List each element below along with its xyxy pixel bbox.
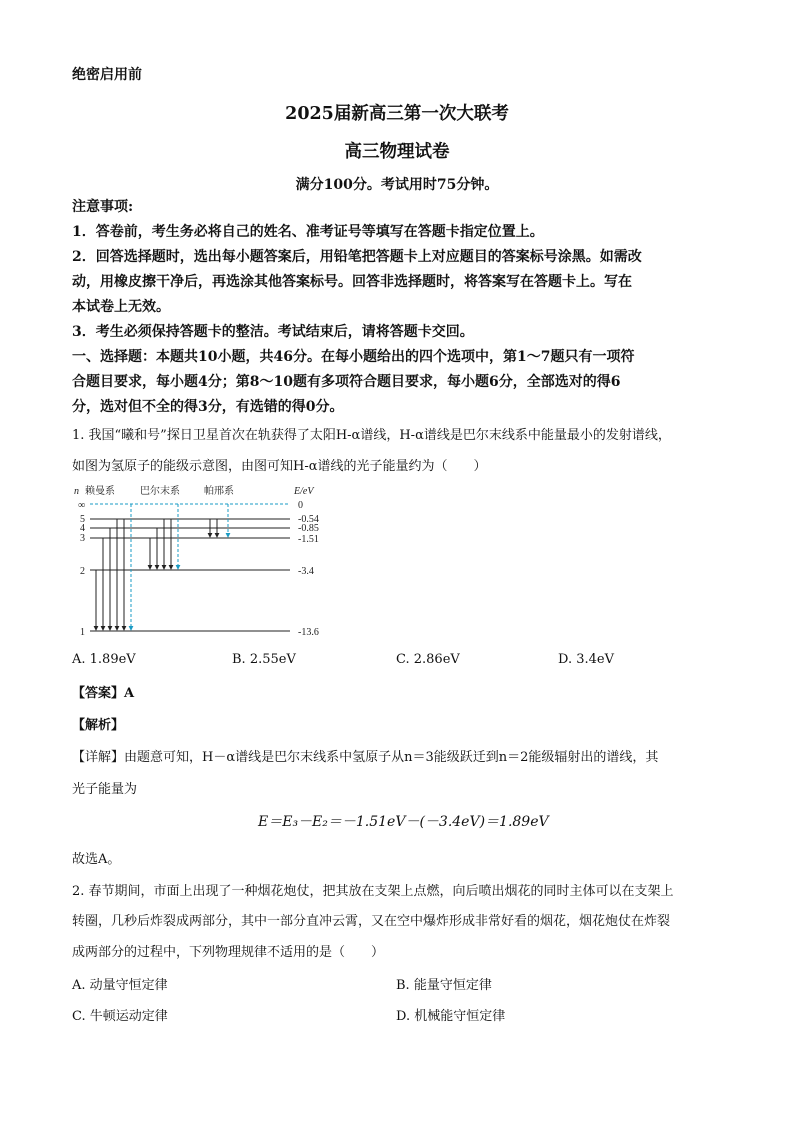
exam-subtitle: 高三物理试卷: [344, 142, 450, 162]
diagram-series-lyman: 赖曼系: [85, 486, 115, 497]
diagram-n-label: n: [74, 486, 79, 497]
q2-line-1: 2. 春节期间，市面上出现了一种烟花炮仗，把其放在支架上点燃，向后喷出烟花的同时主体可以在支架上: [72, 884, 674, 899]
section1-line-3: 分，选对但不全的得3分，有选错的得0分。: [72, 399, 344, 415]
exam-title: 2025届新高三第一次大联考: [285, 104, 509, 124]
note-item-1: 1．答卷前，考生务必将自己的姓名、准考证号等填写在答题卡指定位置上。: [72, 224, 544, 240]
level-e-4: -0.85: [298, 523, 319, 534]
energy-level-diagram: [70, 480, 340, 640]
level-e-2: -3.4: [298, 566, 314, 577]
q1-conclusion: 故选A。: [72, 852, 121, 867]
q1-option-d: D. 3.4eV: [558, 652, 614, 667]
level-n-2: 2: [80, 566, 85, 577]
score-time: 满分100分。考试用时75分钟。: [295, 177, 499, 193]
note-item-3: 3．考生必须保持答题卡的整洁。考试结束后，请将答题卡交回。: [72, 324, 474, 340]
level-e-1: -13.6: [298, 627, 319, 638]
note-item-2-line-3: 本试卷上无效。: [72, 299, 170, 315]
level-e-5: -0.54: [298, 514, 319, 525]
level-n-1: 1: [80, 627, 85, 638]
q1-analysis: 【解析】: [72, 718, 125, 733]
q2-option-a: A. 动量守恒定律: [72, 978, 168, 993]
level-e-inf: 0: [298, 500, 303, 511]
q2-option-d: D. 机械能守恒定律: [396, 1009, 506, 1024]
section1-line-1: 一、选择题：本题共10小题，共46分。在每小题给出的四个选项中，第1～7题只有一项符: [72, 349, 635, 365]
note-item-2-line-2: 动，用橡皮擦干净后，再选涂其他答案标号。回答非选择题时，将答案写在答题卡上。写在: [72, 274, 632, 290]
q1-option-b: B. 2.55eV: [232, 652, 296, 667]
level-n-5: 5: [80, 514, 85, 525]
q2-option-b: B. 能量守恒定律: [396, 978, 492, 993]
q1-line-2: 如图为氢原子的能级示意图，由图可知H-α谱线的光子能量约为（ ）: [72, 459, 487, 474]
q1-formula: E＝E₃－E₂＝－1.51eV－(－3.4eV)＝1.89eV: [258, 814, 549, 830]
q1-line-1: 1. 我国“曦和号”探日卫星首次在轨获得了太阳H-α谱线，H-α谱线是巴尔末线系中能量最小的发射谱线，: [72, 428, 671, 443]
level-e-3: -1.51: [298, 534, 319, 545]
diagram-series-paschen: 帕邢系: [204, 486, 234, 497]
q1-detail-line-1: 【详解】由题意可知，H－α谱线是巴尔末线系中氢原子从n＝3能级跃迁到n＝2能级辐射出的谱线，其: [72, 750, 659, 765]
q1-answer: 【答案】A: [72, 686, 135, 701]
notes-heading: 注意事项:: [72, 199, 134, 215]
confidential-label: 绝密启用前: [72, 67, 142, 83]
note-item-2-line-1: 2．回答选择题时，选出每小题答案后，用铅笔把答题卡上对应题目的答案标号涂黑。如需改: [72, 249, 642, 265]
q2-line-3: 成两部分的过程中，下列物理规律不适用的是（ ）: [72, 945, 385, 960]
level-n-4: 4: [80, 523, 85, 534]
q1-option-a: A. 1.89eV: [72, 652, 136, 667]
q1-detail-line-2: 光子能量为: [72, 782, 138, 797]
q2-line-2: 转圈，几秒后炸裂成两部分，其中一部分直冲云霄，又在空中爆炸形成非常好看的烟花，烟花炮仗在炸裂: [72, 914, 671, 929]
diagram-series-balmer: 巴尔末系: [140, 486, 180, 497]
section1-line-2: 合题目要求，每小题4分；第8～10题有多项符合题目要求，每小题6分，全部选对的得6: [72, 374, 621, 390]
level-n-3: 3: [80, 533, 85, 544]
diagram-energy-unit: E/eV: [294, 486, 314, 497]
q1-option-c: C. 2.86eV: [396, 652, 460, 667]
q2-option-c: C. 牛顿运动定律: [72, 1009, 168, 1024]
level-n-inf: ∞: [78, 500, 86, 511]
